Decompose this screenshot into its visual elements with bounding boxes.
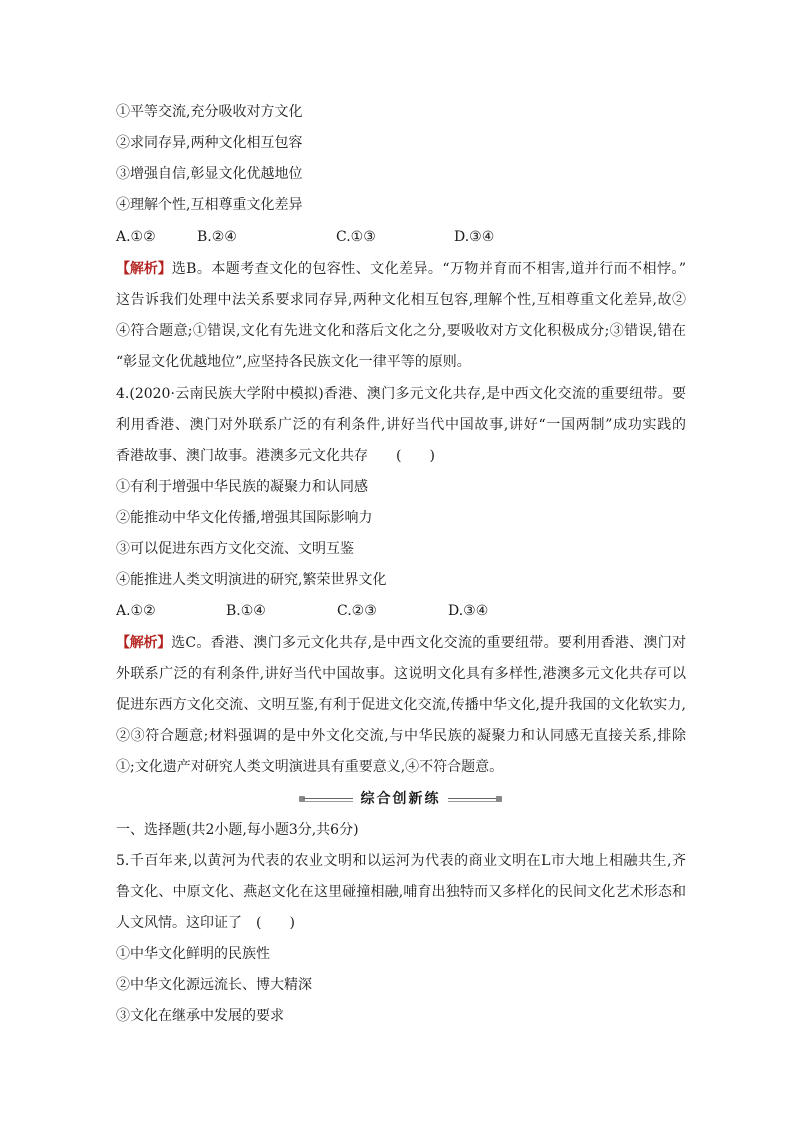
q3-option-c: C.①③	[336, 229, 376, 245]
q3-statement-4: ④理解个性,互相尊重文化差异	[116, 197, 303, 213]
q5-statement-3: ③文化在继承中发展的要求	[116, 1008, 284, 1024]
q4-option-b: B.①④	[226, 603, 266, 619]
q4-option-a: A.①②	[116, 603, 156, 619]
q3-option-d: D.③④	[454, 229, 495, 245]
q4-analysis-line-3: 促进东西方文化交流、文明互鉴,有利于促进文化交流,传播中华文化,提升我国的文化软实力,	[116, 697, 686, 713]
q5-stem-line-2: 鲁文化、中原文化、燕赵文化在这里碰撞相融,哺育出独特而又多样化的民间文化艺术形态和	[116, 884, 686, 900]
q3-statement-2: ②求同存异,两种文化相互包容	[116, 135, 303, 151]
q4-option-c: C.②③	[337, 603, 377, 619]
q3-analysis-tag: 【解析】	[116, 261, 172, 277]
q4-stem-line-3: 香港故事、澳门故事。港澳多元文化共存 ( )	[116, 448, 435, 464]
q4-option-d: D.③④	[448, 603, 489, 619]
section-title-bar	[116, 787, 686, 811]
section-title: 综合创新练	[360, 791, 441, 807]
divider-rule	[303, 798, 353, 802]
q4-stem-line-2: 利用香港、澳门对外联系广泛的有利条件,讲好当代中国故事,讲好“一国两制”成功实践的	[116, 417, 686, 433]
q3-analysis-line-1	[116, 259, 686, 279]
q4-stem-line-1: 4.(2020·云南民族大学附中模拟)香港、澳门多元文化共存,是中西文化交流的重要纽带。要	[116, 386, 686, 402]
q4-analysis-tag: 【解析】	[116, 635, 172, 651]
section-heading: 一、选择题(共2小题,每小题3分,共6分)	[116, 822, 359, 838]
q4-analysis-line-4: ②③符合题意;材料强调的是中外文化交流,与中华民族的凝聚力和认同感无直接关系,排除	[116, 728, 686, 744]
q5-stem-line-1: 5.千百年来,以黄河为代表的农业文明和以运河为代表的商业文明在L市大地上相融共生,齐	[116, 853, 686, 869]
divider-ornament	[496, 796, 502, 802]
q4-analysis-line-2: 外联系广泛的有利条件,讲好当代中国故事。这说明文化具有多样性,港澳多元文化共存可以	[116, 666, 686, 682]
q5-statement-1: ①中华文化鲜明的民族性	[116, 946, 270, 962]
q5-statement-2: ②中华文化源远流长、博大精深	[116, 977, 312, 993]
divider-rule	[448, 798, 498, 802]
q4-analysis-text-1: 选C。香港、澳门多元文化共存,是中西文化交流的重要纽带。要利用香港、澳门对	[171, 635, 686, 651]
q3-statement-1: ①平等交流,充分吸收对方文化	[116, 104, 303, 120]
q4-options	[116, 601, 686, 621]
q4-statement-3: ③可以促进东西方文化交流、文明互鉴	[116, 541, 354, 557]
q3-analysis-text-1: 选B。本题考查文化的包容性、文化差异。“万物并育而不相害,道并行而不相悖。”	[171, 261, 686, 277]
q3-statement-3: ③增强自信,彰显文化优越地位	[116, 166, 303, 182]
q4-analysis-line-5: ①;文化遗产对研究人类文明演进具有重要意义,④不符合题意。	[116, 759, 504, 775]
q4-analysis-line-1	[116, 633, 686, 653]
q3-analysis-line-4: “彰显文化优越地位”,应坚持各民族文化一律平等的原则。	[116, 354, 471, 370]
q3-option-a: A.①②	[116, 229, 156, 245]
q4-statement-1: ①有利于增强中华民族的凝聚力和认同感	[116, 479, 368, 495]
q3-analysis-line-2: 这告诉我们处理中法关系要求同存异,两种文化相互包容,理解个性,互相尊重文化差异,故②	[116, 292, 686, 308]
q5-stem-line-3: 人文风情。这印证了 ( )	[116, 915, 295, 931]
q3-analysis-line-3: ④符合题意;①错误,文化有先进文化和落后文化之分,要吸收对方文化积极成分;③错误,错在	[116, 323, 686, 339]
q4-statement-2: ②能推动中华文化传播,增强其国际影响力	[116, 510, 373, 526]
q3-option-b: B.②④	[197, 229, 237, 245]
q4-statement-4: ④能推进人类文明演进的研究,繁荣世界文化	[116, 572, 387, 588]
q3-options	[116, 227, 686, 247]
